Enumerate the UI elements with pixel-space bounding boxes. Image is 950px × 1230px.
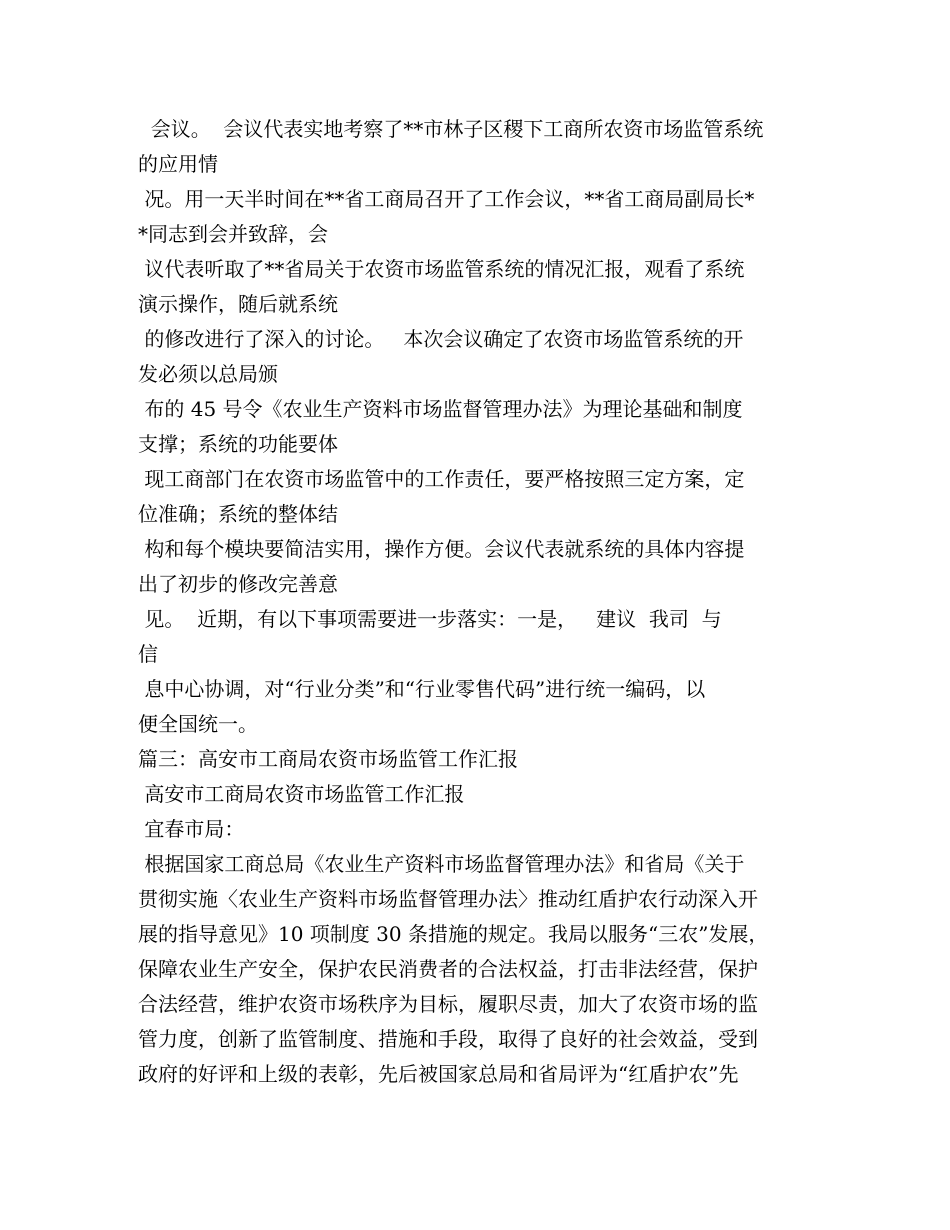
text-line: 出了初步的修改完善意 [138,572,338,596]
text-line: 的修改进行了深入的讨论。 本次会议确定了农资市场监管系统的开 [138,327,744,351]
text-line: 展的指导意见》10 项制度 30 条措施的规定。我局以服务“三农”发展， [138,922,769,946]
text-line: 构和每个模块要简洁实用，操作方便。会议代表就系统的具体内容提 [138,537,745,561]
text-line: 议代表听取了**省局关于农资市场监管系统的情况汇报，观看了系统 [138,257,745,281]
document-body [138,112,818,1092]
text-line: 布的 45 号令《农业生产资料市场监督管理办法》为理论基础和制度 [138,397,743,421]
text-line: 息中心协调，对“行业分类”和“行业零售代码”进行统一编码，以 [138,677,706,701]
text-line: 现工商部门在农资市场监管中的工作责任，要严格按照三定方案，定 [138,467,745,491]
text-line: 的应用情 [138,152,218,176]
text-line: 管力度，创新了监管制度、措施和手段，取得了良好的社会效益，受到 [138,1027,758,1051]
salutation: 宜春市局： [138,817,245,841]
section-heading: 篇三：高安市工商局农资市场监管工作汇报 [138,747,518,771]
text-line: 保障农业生产安全，保护农民消费者的合法权益，打击非法经营，保护 [138,957,758,981]
text-line: *同志到会并致辞，会 [138,222,328,246]
text-line: 位准确；系统的整体结 [138,502,338,526]
text-line: 会议。 会议代表实地考察了**市林子区稷下工商所农资市场监管系统 [138,117,764,141]
text-line: 发必须以总局颁 [138,362,278,386]
text-line: 见。 近期，有以下事项需要进一步落实：一是， 建议 我司 与 [138,607,722,631]
report-title: 高安市工商局农资市场监管工作汇报 [138,782,465,806]
text-line: 合法经营，维护农资市场秩序为目标，履职尽责，加大了农资市场的监 [138,992,758,1016]
text-line: 根据国家工商总局《农业生产资料市场监督管理办法》和省局《关于 [138,852,745,876]
text-line: 况。用一天半时间在**省工商局召开了工作会议，**省工商局副局长* [138,187,755,211]
text-line: 支撑；系统的功能要体 [138,432,338,456]
text-line: 便全国统一。 [138,712,258,736]
text-line: 信 [138,642,158,666]
text-line: 政府的好评和上级的表彰，先后被国家总局和省局评为“红盾护农”先 [138,1062,739,1086]
text-line: 贯彻实施〈农业生产资料市场监督管理办法〉推动红盾护农行动深入开 [138,887,758,911]
text-line: 演示操作，随后就系统 [138,292,338,316]
